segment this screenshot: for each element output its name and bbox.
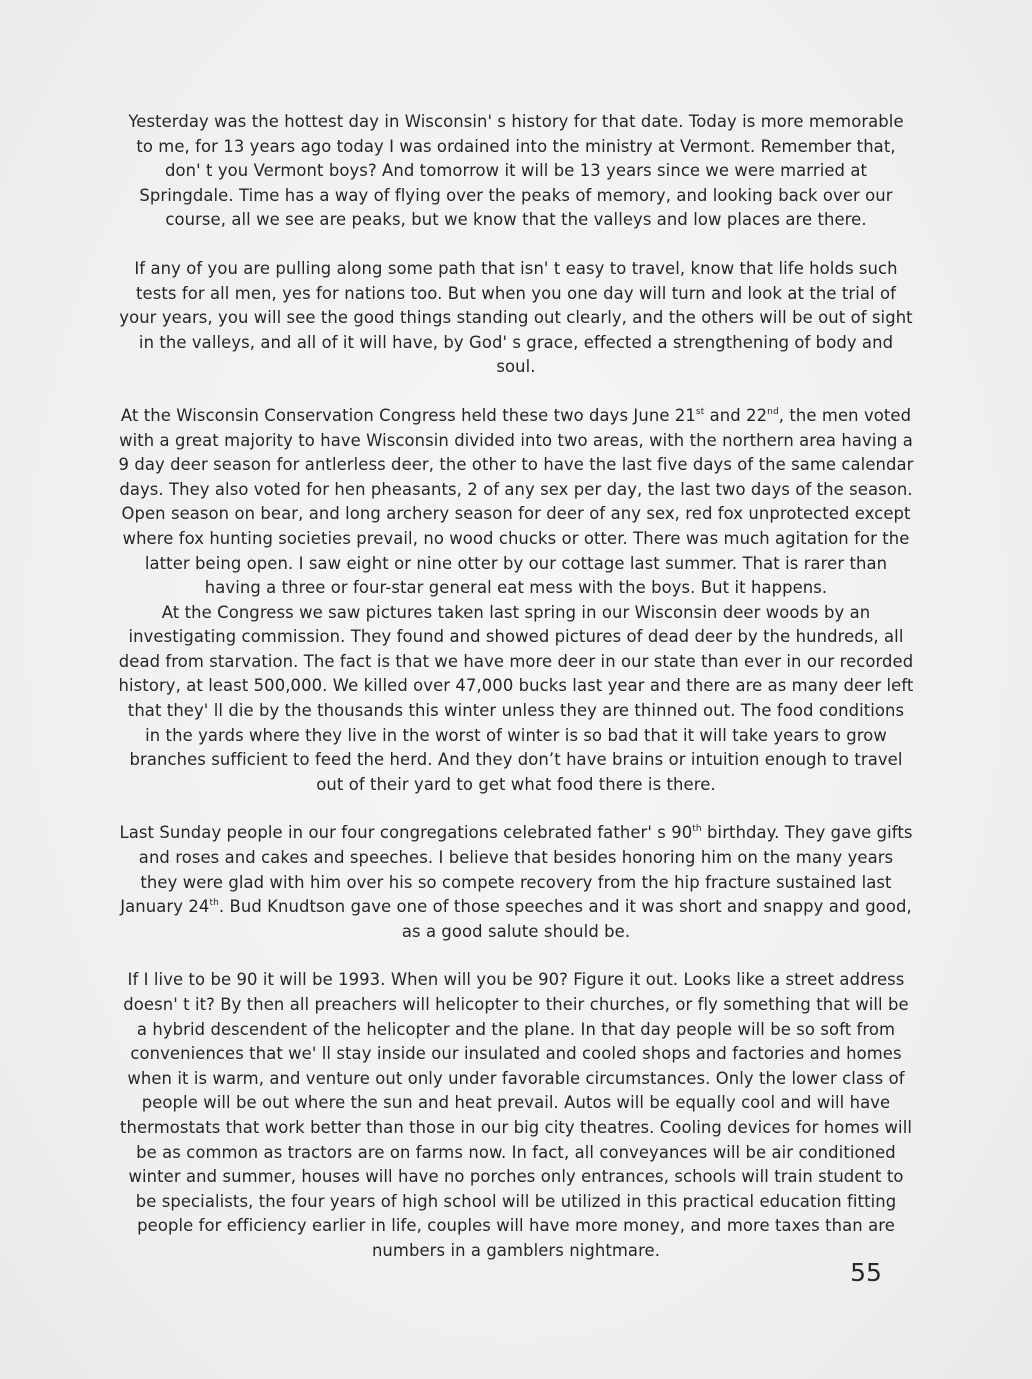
deer-starvation: At the Congress we saw pictures taken last spring in our Wisconsin deer woods by an investigating commission. They found and showed pictures of dead deer by the hundreds, all dead from starvation. The fact is that we have more deer in our state than ever in our recorded history, at least 500,000. We killed over 47,000 bucks last year and there are as many deer left that they' ll die by the thousands this winter unless they are thinned out. The food conditions in the yards where they live in the worst of winter is so bad that it will take years to grow branches sufficient to feed the herd. And they don’t have brains or intuition enough to travel out of their yard to get what food there is there. <box>118 602 914 794</box>
text-fragment: birthday. They gave gifts and roses and cakes and speeches. I believe that besides honoring him on the many years they were glad with him over his so compete recovery from the hip fracture sustained last January 24 <box>120 823 913 917</box>
paragraph-conservation-congress <box>118 404 914 798</box>
text-fragment: , the men voted with a great majority to have Wisconsin divided into two areas, with the northern area having a 9 day deer season for antlerless deer, the other to have the last five days of the same calendar days. They also voted for hen pheasants, 2 of any sex per day, the last two days of the season. Open season on bear, and long archery season for deer of any sex, red fox unprotected except where fox hunting societies prevail, no wood chucks or otter. There was much agitation for the latter being open. I saw eight or nine otter by our cottage last summer. That is rarer than having a three or four-star general eat mess with the boys. But it happens. <box>118 405 914 598</box>
ordinal-suffix: th <box>692 824 702 835</box>
paragraph-future-predictions: If I live to be 90 it will be 1993. When will you be 90? Figure it out. Looks like a street address doesn' t it? By then all preachers will helicopter to their churches, or fly something that will be a hybrid descendent of the helicopter and the plane. In that day people will be so soft from conveniences that we' ll stay inside our insulated and cooled shops and factories and homes when it is warm, and venture out only under favorable circumstances. Only the lower class of people will be out where the sun and heat prevail. Autos will be equally cool and will have thermostats that work better than those in our big city theatres. Cooling devices for homes will be as common as tractors are on farms now. In fact, all conveyances will be air conditioned winter and summer, houses will have no porches only entrances, schools will train student to be specialists, the four years of high school will be utilized in this practical education fitting people for efficiency earlier in life, couples will have more money, and more taxes than are numbers in a gamblers nightmare. <box>119 970 913 1260</box>
text-fragment: and 22 <box>704 405 768 425</box>
paragraph-hottest-day: Yesterday was the hottest day in Wisconsin' s history for that date. Today is more memorable to me, for 13 years ago today I was ordained into the ministry at Vermont. Remember that, don' t you Vermont boys? And tomorrow it will be 13 years since we were married at Springdale. Time has a way of flying over the peaks of memory, and looking back over our course, all we see are peaks, but we know that the valleys and low places are there. <box>128 112 904 230</box>
text-fragment: . Bud Knudtson gave one of those speeches and it was short and snappy and good, as a good salute should be. <box>218 897 912 941</box>
ordinal-suffix: th <box>209 898 219 909</box>
ordinal-suffix: st <box>695 406 705 417</box>
paragraph-father-birthday <box>118 821 914 944</box>
text-fragment: Last Sunday people in our four congregations celebrated father' s 90 <box>119 823 693 843</box>
body-text <box>118 110 914 1264</box>
paragraph-life-tests: If any of you are pulling along some path that isn' t easy to travel, know that life holds such tests for all men, yes for nations too. But when you one day will turn and look at the trial of your years, you will see the good things standing out clearly, and the others will be out of sight in the valleys, and all of it will have, by God' s grace, effected a strengthening of body and soul. <box>119 258 913 377</box>
text-fragment: At the Wisconsin Conservation Congress held these two days June 21 <box>120 405 696 425</box>
page-number: 55 <box>850 1258 882 1287</box>
conservation-congress-vote <box>118 404 914 601</box>
ordinal-suffix: nd <box>767 406 779 417</box>
